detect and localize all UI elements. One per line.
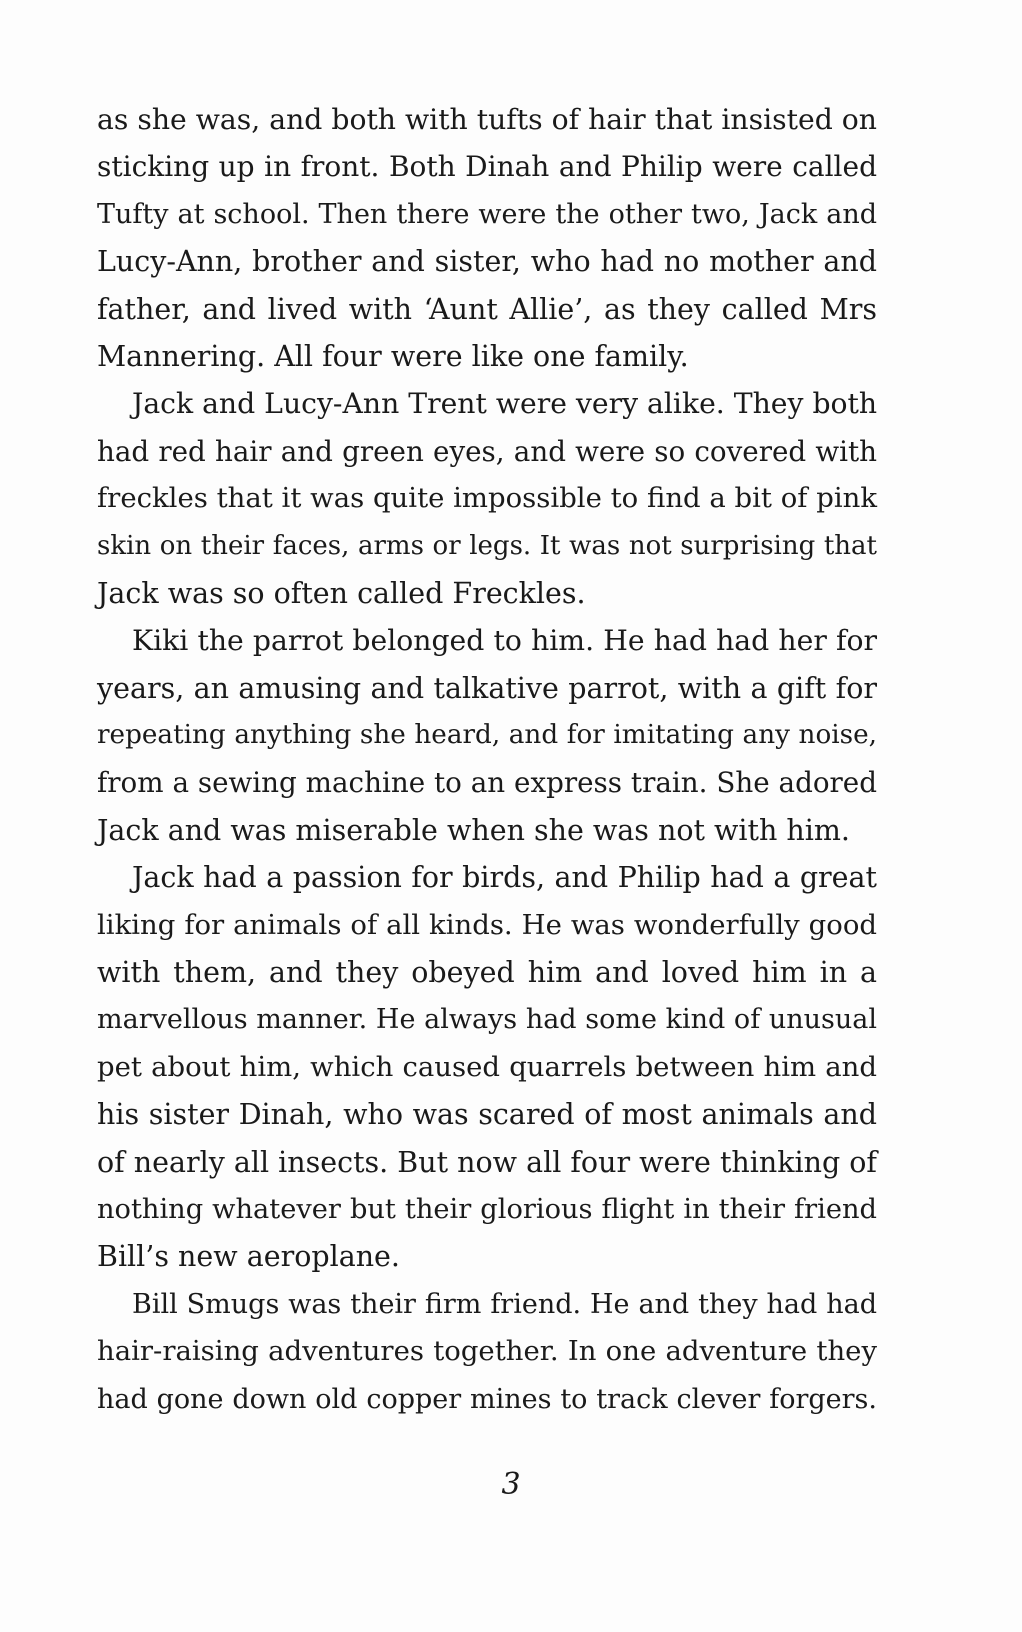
text-line: years, an amusing and talkative parrot, with a gift for	[97, 671, 877, 705]
text-line: freckles that it was quite impossible to find a bit of pink	[97, 482, 877, 515]
text-line: Jack was so often called Freckles.	[97, 576, 586, 610]
text-line: Lucy-Ann, brother and sister, who had no mother and	[97, 245, 877, 279]
text-line: from a sewing machine to an express train. She adored	[97, 766, 877, 800]
text-line: sticking up in front. Both Dinah and Philip were called	[97, 150, 877, 184]
text-line: father, and lived with ‘Aunt Allie’, as they called Mrs	[97, 292, 877, 326]
text-line: marvellous manner. He always had some kind of unusual	[97, 1004, 877, 1036]
text-line: Jack and was miserable when she was not with him.	[97, 813, 850, 847]
paragraph	[97, 96, 877, 380]
text-line: Bill Smugs was their firm friend. He and they had had	[132, 1288, 877, 1320]
paragraph	[97, 380, 877, 617]
text-line: repeating anything she heard, and for imitating any noise,	[97, 720, 877, 751]
text-line: Jack had a passion for birds, and Philip had a great	[132, 861, 877, 895]
text-line: his sister Dinah, who was scared of most animals and	[97, 1098, 877, 1132]
text-line: of nearly all insects. But now all four were thinking of	[97, 1145, 877, 1179]
text-line: had red hair and green eyes, and were so covered with	[97, 434, 877, 468]
paragraph	[97, 854, 877, 1281]
text-line: Mannering. All four were like one family.	[97, 339, 689, 373]
text-line: with them, and they obeyed him and loved him in a	[97, 956, 877, 990]
text-line: nothing whatever but their glorious flight in their friend	[97, 1193, 877, 1225]
text-line: liking for animals of all kinds. He was wonderfully good	[97, 908, 877, 941]
page-number: 3	[501, 1467, 521, 1502]
paragraph	[97, 617, 877, 854]
paragraph	[97, 1281, 877, 1423]
text-line: hair-raising adventures together. In one adventure they	[97, 1335, 877, 1368]
text-line: skin on their faces, arms or legs. It was not surprising that	[97, 530, 877, 561]
text-line: had gone down old copper mines to track clever forgers.	[97, 1383, 877, 1415]
text-line: as she was, and both with tufts of hair that insisted on	[97, 103, 877, 136]
text-line: Jack and Lucy-Ann Trent were very alike. They both	[132, 387, 878, 421]
body-text	[97, 96, 877, 1423]
text-line: Tufty at school. Then there were the other two, Jack and	[97, 198, 877, 230]
text-line: pet about him, which caused quarrels between him and	[97, 1050, 877, 1083]
text-line: Bill’s new aeroplane.	[97, 1240, 400, 1274]
text-line: Kiki the parrot belonged to him. He had had her for	[132, 624, 877, 658]
